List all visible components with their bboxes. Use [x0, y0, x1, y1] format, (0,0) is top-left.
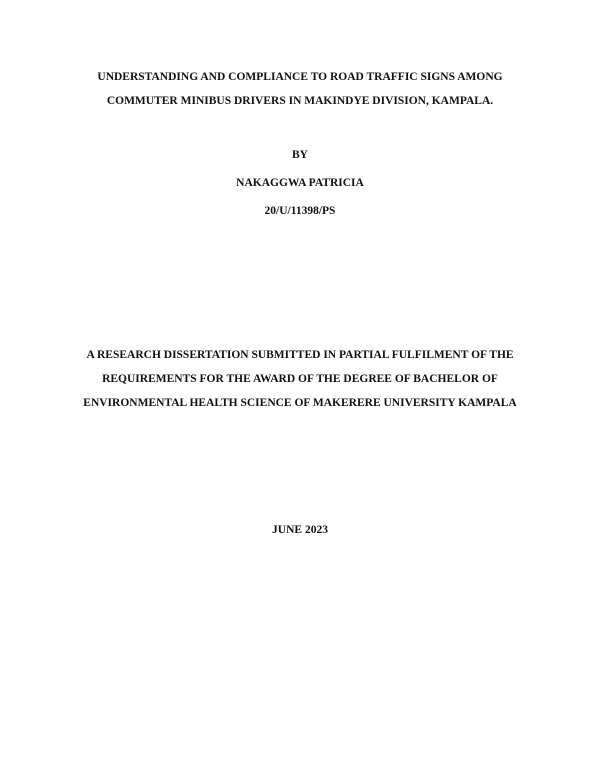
by-label: BY: [292, 149, 308, 161]
dissertation-title-line-1: UNDERSTANDING AND COMPLIANCE TO ROAD TRAFFIC SIGNS AMONG: [97, 71, 503, 83]
submission-statement-line-2: REQUIREMENTS FOR THE AWARD OF THE DEGREE OF BACHELOR OF: [102, 373, 498, 385]
submission-date: JUNE 2023: [272, 524, 328, 536]
submission-statement-line-3: ENVIRONMENTAL HEALTH SCIENCE OF MAKERERE UNIVERSITY KAMPALA: [83, 397, 517, 409]
author-name: NAKAGGWA PATRICIA: [236, 177, 364, 189]
registration-number: 20/U/11398/PS: [264, 205, 336, 217]
dissertation-title-line-2: COMMUTER MINIBUS DRIVERS IN MAKINDYE DIVISION, KAMPALA.: [106, 95, 494, 107]
submission-statement-line-1: A RESEARCH DISSERTATION SUBMITTED IN PARTIAL FULFILMENT OF THE: [86, 349, 514, 361]
